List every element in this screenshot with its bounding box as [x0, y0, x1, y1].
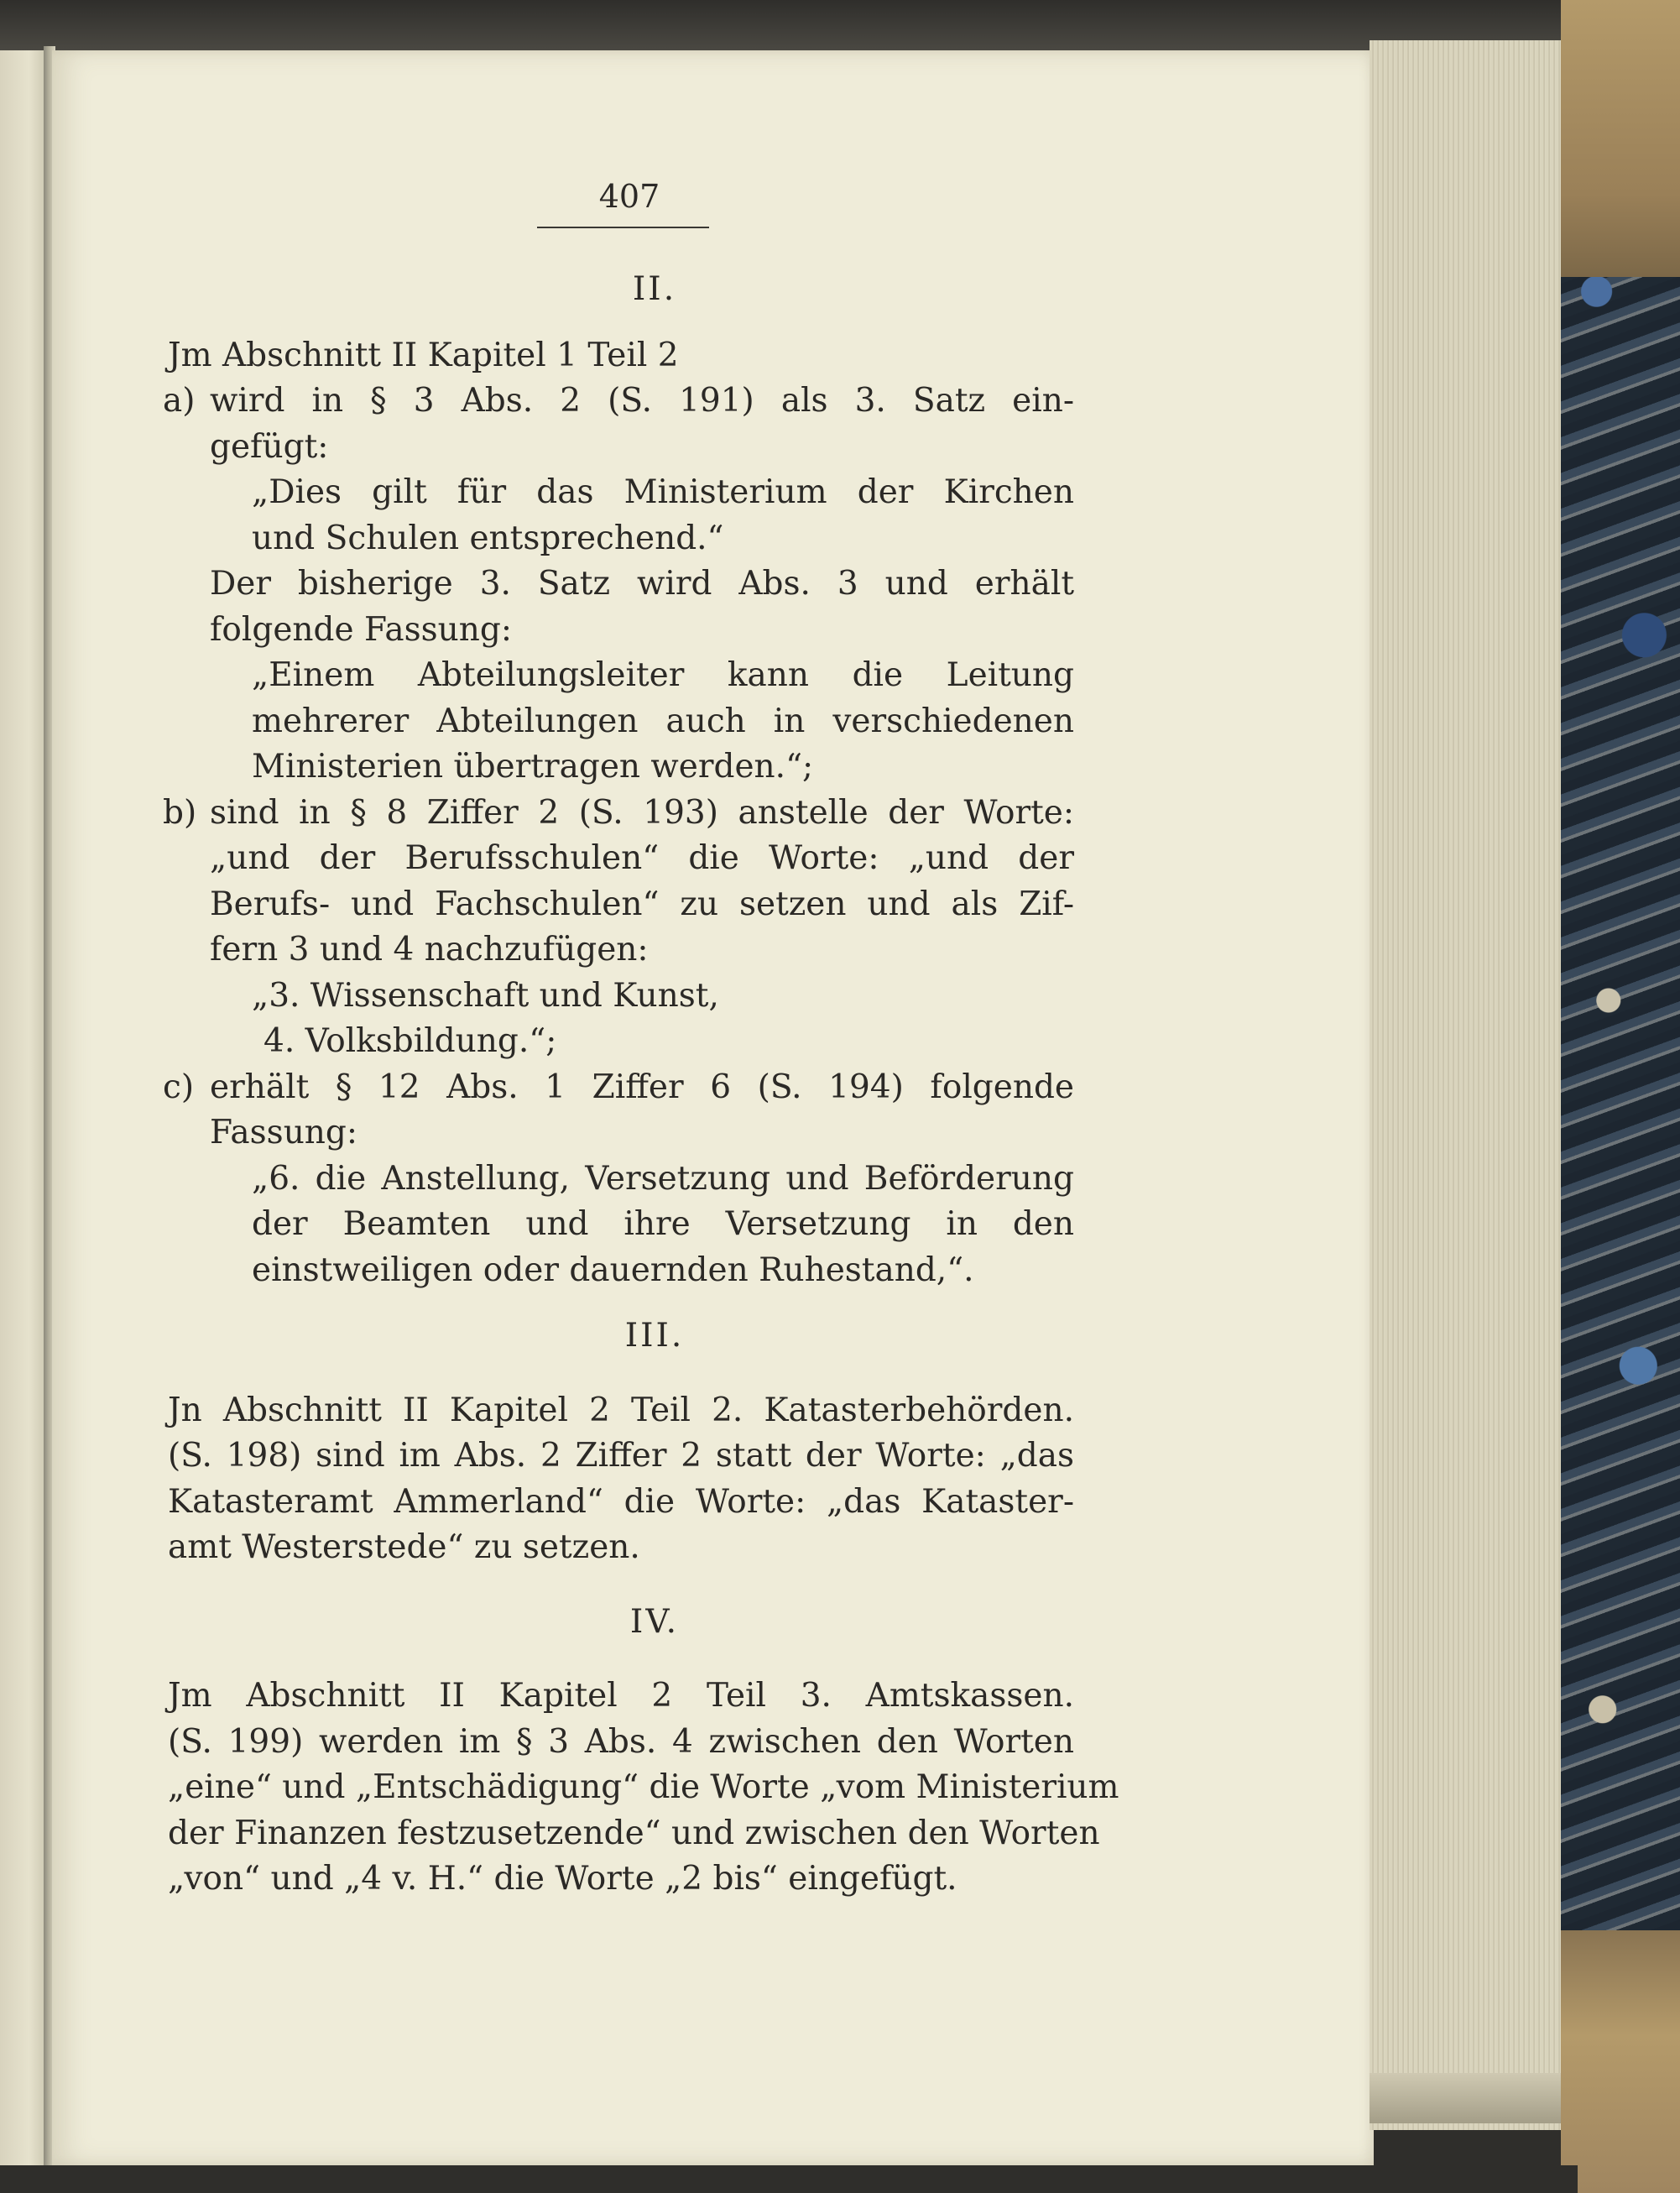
section-heading-2: II.	[632, 270, 677, 308]
item-a	[163, 379, 1074, 791]
scan-background-bottom	[0, 2165, 1578, 2193]
item-c-quote-line-1: „6. die Anstellung, Versetzung und Beförderung	[252, 1159, 1074, 1198]
section-heading-4: IV.	[629, 1602, 680, 1641]
page-number-rule	[537, 227, 709, 228]
item-c-quote-line-3: einstweiligen oder dauernden Ruhestand,“.	[252, 1251, 974, 1289]
item-a-cont-line-2: folgende Fassung:	[210, 610, 513, 649]
item-b-line-2: „und der Berufsschulen“ die Worte: „und der	[210, 839, 1074, 877]
cover-leather-corner-bottom	[1561, 1930, 1680, 2193]
section-3-line-4: amt Westerstede“ zu setzen.	[168, 1528, 640, 1566]
item-b-line-3: Berufs- und Fachschulen“ zu setzen und als Zif-	[210, 885, 1074, 923]
page-block-bottom	[1370, 2073, 1563, 2123]
section-3-line-3: Katasteramt Ammerland“ die Worte: „das Kataster-	[168, 1482, 1074, 1521]
item-a-cont-line-1: Der bisherige 3. Satz wird Abs. 3 und erhält	[210, 565, 1074, 603]
section-2-intro: Jm Abschnitt II Kapitel 1 Teil 2	[168, 336, 679, 374]
page-text	[163, 267, 1119, 1903]
page-block-edge	[1370, 40, 1563, 2130]
section-4-line-2: (S. 199) werden im § 3 Abs. 4 zwischen den Worten	[168, 1722, 1074, 1761]
item-b-enum-3: „3. Wissenschaft und Kunst,	[252, 976, 719, 1015]
cover-leather-corner-top	[1561, 0, 1680, 277]
marbled-cover	[1561, 34, 1680, 2182]
item-c-line-2: Fassung:	[210, 1114, 358, 1151]
item-b	[163, 791, 1074, 1065]
scan-background-top	[0, 0, 1578, 50]
item-a-line-1: wird in § 3 Abs. 2 (S. 191) als 3. Satz ein-	[210, 382, 1074, 420]
item-b-enum-4: 4. Volksbildung.“;	[263, 1022, 557, 1060]
section-3-line-1: Jn Abschnitt II Kapitel 2 Teil 2. Katasterbehörden.	[168, 1391, 1074, 1429]
item-c	[163, 1065, 1074, 1294]
section-4-line-3: „eine“ und „Entschädigung“ die Worte „vom Ministerium	[168, 1768, 1119, 1806]
item-a-quote2-line-2: mehrerer Abteilungen auch in verschiedenen	[252, 702, 1074, 740]
item-a-quote-line-2: und Schulen entsprechend.“	[252, 519, 724, 557]
item-b-line-1: sind in § 8 Ziffer 2 (S. 193) anstelle der Worte:	[210, 793, 1074, 832]
item-b-marker: b)	[163, 793, 197, 832]
section-4-line-4: der Finanzen festzusetzende“ und zwischen den Worten	[168, 1814, 1100, 1852]
item-a-quote2-line-1: „Einem Abteilungsleiter kann die Leitung	[252, 656, 1074, 694]
section-4-line-5: „von“ und „4 v. H.“ die Worte „2 bis“ eingefügt.	[168, 1860, 957, 1898]
item-b-line-4: fern 3 und 4 nachzufügen:	[210, 931, 649, 969]
item-a-line-2: gefügt:	[210, 427, 329, 466]
item-a-marker: a)	[163, 382, 196, 420]
item-a-quote2-line-3: Ministerien übertragen werden.“;	[252, 748, 814, 786]
item-c-marker: c)	[163, 1068, 195, 1106]
facing-page-edge	[0, 50, 49, 2165]
item-c-quote-line-2: der Beamten und ihre Versetzung in den	[252, 1205, 1074, 1243]
section-3-line-2: (S. 198) sind im Abs. 2 Ziffer 2 statt der Worte: „das	[168, 1437, 1074, 1475]
item-c-line-1: erhält § 12 Abs. 1 Ziffer 6 (S. 194) folgende	[210, 1068, 1074, 1106]
section-4-line-1: Jm Abschnitt II Kapitel 2 Teil 3. Amtskassen.	[168, 1677, 1074, 1715]
section-heading-3: III.	[624, 1317, 685, 1355]
item-a-quote-line-1: „Dies gilt für das Ministerium der Kirchen	[252, 473, 1074, 511]
page-number: 407	[598, 178, 660, 215]
